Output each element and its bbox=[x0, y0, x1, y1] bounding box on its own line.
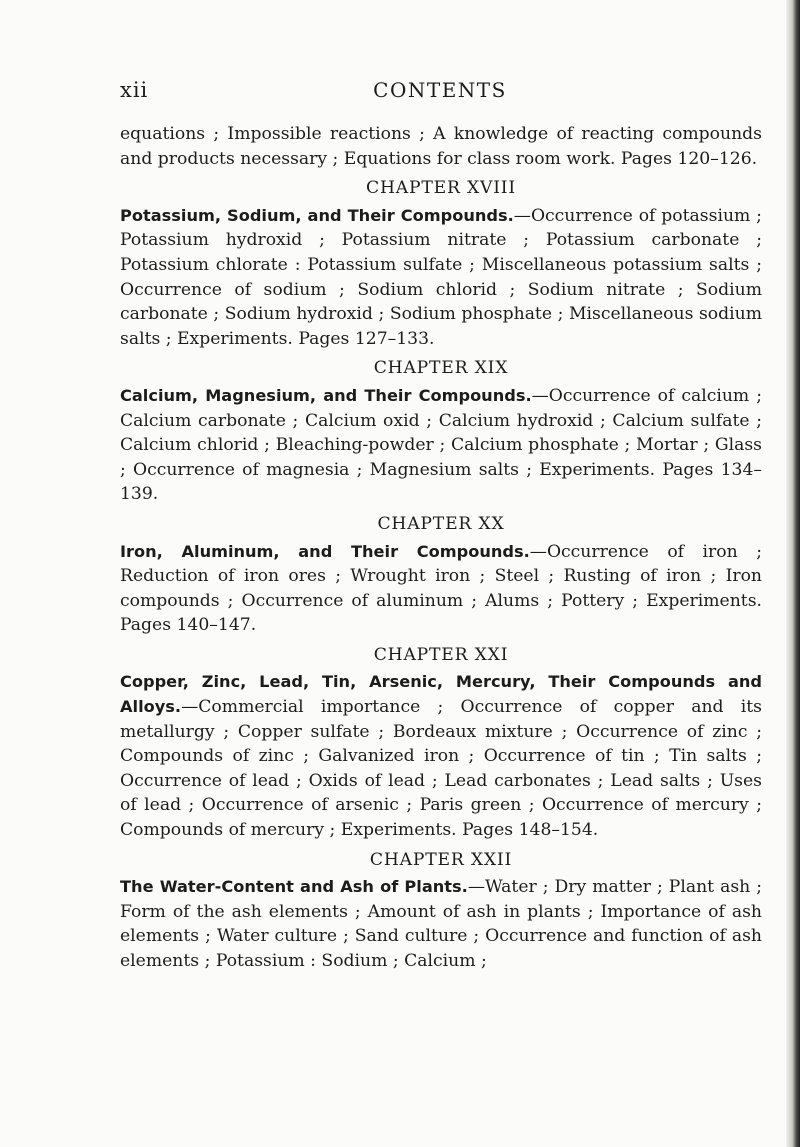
intro-paragraph: equations ; Impossible reactions ; A knowledge of reacting compounds and products necessary ; Equations for class room work. Pages 120–126. bbox=[120, 124, 762, 169]
chapter-subject: Potassium, Sodium, and Their Compounds. bbox=[120, 205, 514, 225]
chapter-heading: CHAPTER XXII bbox=[369, 849, 513, 870]
chapter-heading: CHAPTER XX bbox=[377, 513, 505, 534]
page-edge-shadow bbox=[786, 0, 800, 1147]
chapter-topics: —Water ; Dry matter ; Plant ash ; Form of the ash elements ; Amount of ash in plants ; Importance of ash elements ; Water culture ; Sand culture ; Occurrence and function of ash elements ; Potassium : Sodium ; Calcium ; bbox=[120, 877, 763, 971]
chapter-summary bbox=[120, 540, 762, 638]
chapter-summary bbox=[120, 204, 762, 352]
chapter-topics: —Commercial importance ; Occurrence of copper and its metallurgy ; Copper sulfate ; Bordeaux mixture ; Occurrence of zinc ; Compounds of zinc ; Galvanized iron ; Occurrence of tin ; Tin salts ; Occurrence of lead ; Oxids of lead ; Lead carbonates ; Lead salts ; Uses of lead ; Occurrence of arsenic ; Paris green ; Occurrence of mercury ; Compounds of mercury ; Experiments. Pages 148–154. bbox=[120, 697, 762, 841]
chapter-topics: —Occurrence of potassium ; Potassium hydroxid ; Potassium nitrate ; Potassium carbonate ; Potassium chlorate : Potassium sulfate ; Miscellaneous potassium salts ; Occurrence of sodium ; Sodium chlorid ; Sodium nitrate ; Sodium carbonate ; Sodium hydroxid ; Sodium phosphate ; Miscellaneous sodium salts ; Experiments. Pages 127–133. bbox=[120, 205, 762, 349]
chapter-summary bbox=[120, 875, 762, 973]
running-title: CONTENTS bbox=[373, 78, 507, 102]
chapter-topics: —Occurrence of iron ; Reduction of iron ores ; Wrought iron ; Steel ; Rusting of iron ; Iron compounds ; Occurrence of aluminum ; Alums ; Pottery ; Experiments. Pages 140–147. bbox=[120, 541, 762, 636]
page-header bbox=[120, 78, 760, 108]
chapter-subject: Iron, Aluminum, and Their Compounds. bbox=[120, 541, 530, 561]
contents-text bbox=[120, 122, 762, 974]
chapter-summary bbox=[120, 384, 762, 507]
chapter-heading: CHAPTER XIX bbox=[373, 358, 509, 379]
chapter-subject: Copper, Zinc, Lead, Tin, Arsenic, Mercury, Their Compounds and Alloys. bbox=[120, 672, 762, 717]
chapter-heading: CHAPTER XVIII bbox=[366, 178, 516, 199]
chapter-heading: CHAPTER XXI bbox=[373, 644, 509, 665]
chapter-summary bbox=[120, 670, 762, 842]
page-number: xii bbox=[120, 78, 149, 102]
chapter-subject: The Water-Content and Ash of Plants. bbox=[120, 877, 468, 897]
chapter-topics: —Occurrence of calcium ; Calcium carbonate ; Calcium oxid ; Calcium hydroxid ; Calcium sulfate ; Calcium chlorid ; Bleaching-powder ; Calcium phosphate ; Mortar ; Glass ; Occurrence of magnesia ; Magnesium salts ; Experiments. Pages 134–139. bbox=[120, 385, 762, 505]
chapter-subject: Calcium, Magnesium, and Their Compounds. bbox=[120, 385, 532, 405]
